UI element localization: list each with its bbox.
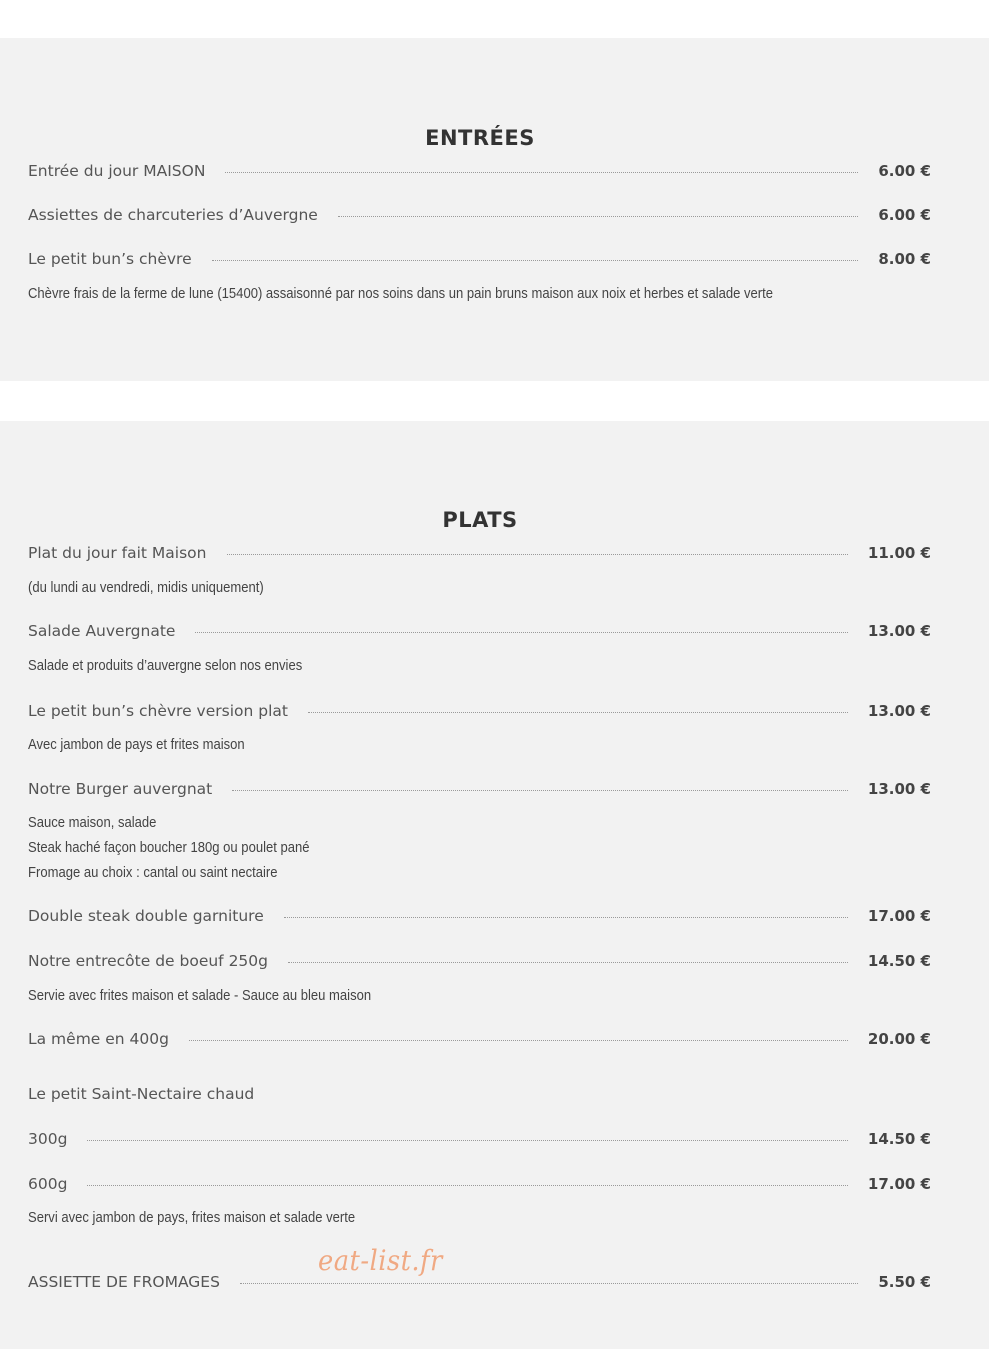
- menu-option-600g: [28, 1172, 931, 1196]
- item-description: (du lundi au vendredi, midis uniquement): [28, 580, 264, 596]
- item-price: 14.50 €: [867, 1130, 931, 1148]
- menu-item-petit-buns-chevre: [28, 247, 931, 271]
- item-name: Le petit bun’s chèvre version plat: [28, 702, 288, 720]
- item-name: Assiettes de charcuteries d’Auvergne: [28, 206, 318, 224]
- item-name: Le petit bun’s chèvre: [28, 250, 192, 268]
- dotted-leader: [338, 216, 858, 217]
- menu-item-burger-auvergnat: [28, 777, 931, 801]
- menu-item-assiette-fromages: [28, 1270, 931, 1294]
- dotted-leader: [189, 1040, 848, 1041]
- item-name: 600g: [28, 1175, 68, 1193]
- item-name: ASSIETTE DE FROMAGES: [28, 1273, 220, 1291]
- menu-item-double-steak: [28, 904, 931, 928]
- item-name: Plat du jour fait Maison: [28, 544, 207, 562]
- menu-item-entree-du-jour: [28, 159, 931, 183]
- plats-title: PLATS: [442, 508, 518, 533]
- item-description-line: Steak haché façon boucher 180g ou poulet pané: [28, 840, 310, 856]
- item-name: Notre entrecôte de boeuf 250g: [28, 952, 268, 970]
- dotted-leader: [225, 172, 858, 173]
- watermark: eat-list.fr: [318, 1244, 443, 1277]
- menu-item-saint-nectaire: [28, 1082, 931, 1106]
- item-price: 13.00 €: [867, 622, 931, 640]
- item-name: Double steak double garniture: [28, 907, 264, 925]
- item-price: 8.00 €: [878, 250, 931, 268]
- dotted-leader: [232, 790, 848, 791]
- dotted-leader: [240, 1283, 858, 1284]
- item-name: La même en 400g: [28, 1030, 169, 1048]
- dotted-leader: [227, 554, 848, 555]
- dotted-leader: [288, 962, 848, 963]
- item-name: Notre Burger auvergnat: [28, 780, 213, 798]
- item-name: Salade Auvergnate: [28, 622, 176, 640]
- menu-item-entrecote: [28, 949, 931, 973]
- menu-option-300g: [28, 1127, 931, 1151]
- item-name: 300g: [28, 1130, 68, 1148]
- dotted-leader: [87, 1140, 847, 1141]
- menu-item-plat-du-jour: [28, 541, 931, 565]
- item-description: Chèvre frais de la ferme de lune (15400) assaisonné par nos soins dans un pain bruns maison aux noix et herbes et salade verte: [28, 286, 774, 302]
- item-description-line: Sauce maison, salade: [28, 815, 157, 831]
- item-description-line: Fromage au choix : cantal ou saint nectaire: [28, 865, 278, 881]
- menu-item-buns-version-plat: [28, 699, 931, 723]
- dotted-leader: [87, 1185, 847, 1186]
- dotted-leader: [212, 260, 859, 261]
- item-name: Le petit Saint-Nectaire chaud: [28, 1085, 255, 1103]
- item-price: 17.00 €: [867, 907, 931, 925]
- item-description: Salade et produits d’auvergne selon nos envies: [28, 658, 303, 674]
- item-price: 17.00 €: [867, 1175, 931, 1193]
- item-name: Entrée du jour MAISON: [28, 162, 206, 180]
- item-description: Servi avec jambon de pays, frites maison et salade verte: [28, 1210, 356, 1226]
- item-price: 13.00 €: [867, 780, 931, 798]
- menu-item-salade-auvergnate: [28, 619, 931, 643]
- dotted-leader: [284, 917, 848, 918]
- item-description: Avec jambon de pays et frites maison: [28, 737, 245, 753]
- item-price: 20.00 €: [867, 1030, 931, 1048]
- item-price: 6.00 €: [878, 162, 931, 180]
- item-price: 13.00 €: [867, 702, 931, 720]
- item-description: Servie avec frites maison et salade - Sauce au bleu maison: [28, 988, 372, 1004]
- item-price: 14.50 €: [867, 952, 931, 970]
- dotted-leader: [308, 712, 848, 713]
- item-price: 6.00 €: [878, 206, 931, 224]
- dotted-leader: [195, 632, 847, 633]
- menu-item-charcuteries: [28, 203, 931, 227]
- item-price: 5.50 €: [878, 1273, 931, 1291]
- item-price: 11.00 €: [867, 544, 931, 562]
- menu-item-la-meme-400g: [28, 1027, 931, 1051]
- entrees-title: ENTRÉES: [425, 126, 535, 151]
